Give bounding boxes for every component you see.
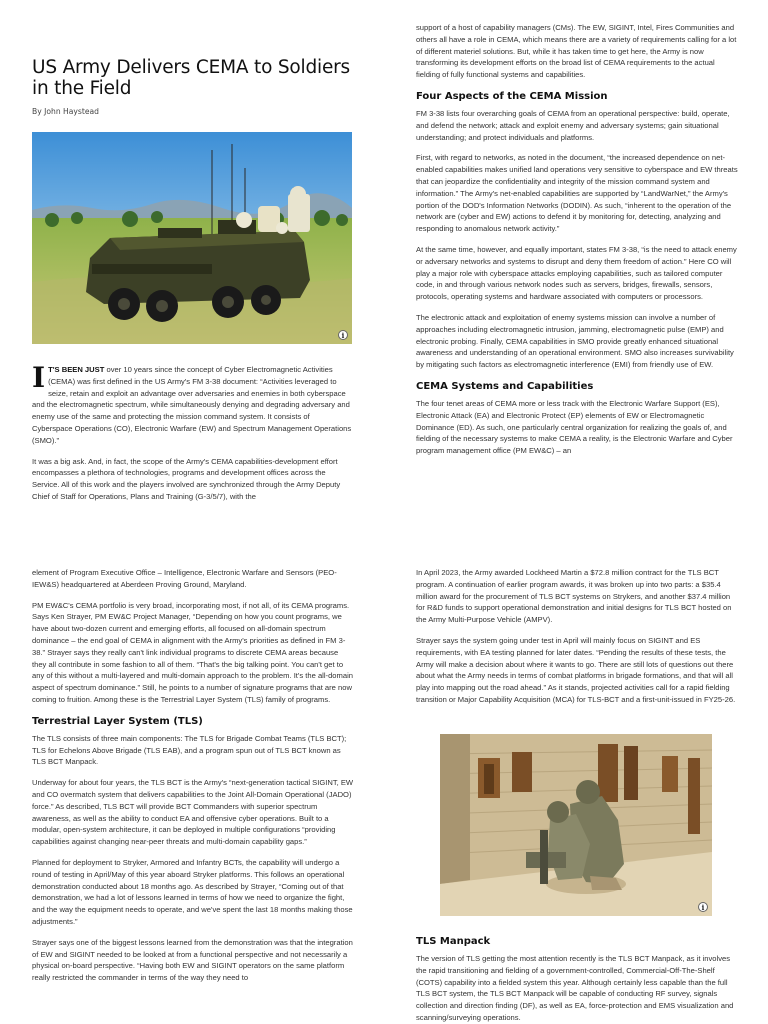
page2-right-body-bottom <box>416 928 738 1024</box>
paragraph: It was a big ask. And, in fact, the scope of the Army's CEMA capabilities-development effort encompasses a plethora of technologies, programs and development offices across the Service. All of this work and the players involved are synchronized through the Army Deputy Chief of Staff for Operations, Plans and Training (G-3/5/7), with the <box>32 456 341 501</box>
article-header <box>32 57 354 116</box>
page2-right-body-top <box>416 567 738 715</box>
info-icon[interactable]: i <box>338 330 348 340</box>
paragraph: The version of TLS getting the most attention recently is the TLS BCT Manpack, as it involves the rapid transitioning and fielding of a government-controlled, Commercial-Off-The-Shelf (COTS) capability into a fielded system this year. Although certainly less capable than the full TLS BCT system, the TLS BCT Manpack will be capable of conducting RF survey, signals collection and direction finding (DF), as well as EA, force-protection and EMS visualization and scanning/surveying operations. <box>416 954 734 1022</box>
byline: By John Haystead <box>32 107 99 116</box>
paragraph: support of a host of capability managers (CMs). The EW, SIGINT, Intel, Fires Communities and others all have a role in CEMA, which means there are a variety of requirements calling for a lot of different materiel solutions. But, while it has taken time to get here, the Army is now transforming its development efforts on the broad list of CEMA requirements to the actual fielding of fully functional systems and capabilities. <box>416 23 737 80</box>
paragraph: Planned for deployment to Stryker, Armored and Infantry BCTs, the capability will undergo a round of testing in April/May of this year aboard Stryker platforms. This follows an operational demonstration conducted about 18 months ago. As described by Strayer, “Coming out of that demonstration, we had a lot of lessons learned in terms of how we need to organize the fight, and the way the equipment needs to operate, and we've spent the last 18 months making those adjustments.” <box>32 857 353 926</box>
page1-left-body <box>32 361 352 512</box>
paragraph: The four tenet areas of CEMA more or less track with the Electronic Warfare Support (ES), Electronic Attack (EA) and Electronic Protect (EP) elements of EW or Electromagnetic Dominance (ED). As such, one particularly central organization for realizing the goals of, and fielding of the necessary systems to make CEMA a reality, is the Electronic Warfare and Cyber program management office (PM EW&C) – an <box>416 398 733 456</box>
paragraph: FM 3-38 lists four overarching goals of CEMA from an operational perspective: build, operate, and defend the network; attack and exploit enemy and adversary systems; gain situational understanding; and protect individuals and platforms. <box>416 108 730 142</box>
section-heading-four-aspects: Four Aspects of the CEMA Mission <box>416 90 608 102</box>
page1-right-body <box>416 22 738 466</box>
paragraph: First, with regard to networks, as noted in the document, “the increased dependence on net-enabled capabilities makes unified land operations very sensitive to cyberspace and EW threats that can jeopardize the confidentiality and integrity of the mission command system and information.” The Army's net-enabled capabilities are supported by “LandWarNet,” the Army's portion of the DOD's Information Networks (DODIN). As such, “inherent to the operation of the network are (cyber and EW) actions to defend it by monitoring for, detecting, analyzing and responding to anomalous network activity.” <box>416 153 738 234</box>
stryker-vehicle-illustration <box>32 132 352 344</box>
paragraph: The TLS consists of three main components: The TLS for Brigade Combat Teams (TLS BCT); TLS for Echelons Above Brigade (TLS EAB), and a program spun out of TLS BCT known as TLS BCT Manpack. <box>32 733 347 767</box>
soldiers-illustration <box>440 734 712 916</box>
paragraph: At the same time, however, and equally important, states FM 3-38, “is the need to attack enemy or adversary networks and systems to disrupt and deny them freedom of action.” Here CO will play a major role with cyberspace attacks employing capabilities, such as tailored computer code, in and through various network nodes such as servers, bridges, firewalls, sensors, protocols, operating systems and hardware associated with computers or processors. <box>416 244 737 302</box>
lead-in: T'S BEEN JUST <box>48 365 105 374</box>
article-title: US Army Delivers CEMA to Soldiers in the Field <box>32 57 350 99</box>
intro-text: over 10 years since the concept of Cyber Electromagnetic Activities (CEMA) was first defined in the US Army's FM 3-38 document: “Activities leveraged to seize, retain and exploit an advantage over adversaries and enemies in both cyberspace and the electromagnetic spectrum, while simultaneously denying and degrading adversary and enemy use of the same and protecting the mission command system. It consists of Cyberspace Operations (CO), Electronic Warfare (EW) and Spectrum Management Operations (SMO).” <box>32 365 352 445</box>
intro-paragraph <box>32 361 352 447</box>
section-heading-cema-systems: CEMA Systems and Capabilities <box>416 380 594 392</box>
paragraph: Underway for about four years, the TLS BCT is the Army's “next-generation tactical SIGINT, EW and CO overmatch system that delivers capabilities to the Joint All-Domain Operational (JADO) force.” As described, TLS BCT will provide BCT Commanders with superior spectrum awareness, as well as the ability to conduct EA and offensive cyber operations. Built to a modular, open-system architecture, it can be deployed in multiple configurations “providing capabilities against changing near-peer threats and multi-domain capability gaps.” <box>32 778 354 847</box>
paragraph: In April 2023, the Army awarded Lockheed Martin a $72.8 million contract for the TLS BCT program. A continuation of earlier program awards, it was broken up into two parts: a $35.4 million award for the procurement of TLS BCT systems on Strykers, and another $37.4 million for R&D funds to support operational demonstration and initial designs for TLS BCT hosted on the Army Multi-Purpose Vehicle (AMPV). <box>416 568 732 625</box>
paragraph: Strayer says one of the biggest lessons learned from the demonstration was that the integration of EW and SIGINT needed to be looked at from a functional perspective and not necessarily a physical on-board perspective. “Having both EW and SIGINT operators on the same platform really restricted the commander in terms of the way they need to <box>32 937 353 983</box>
dropcap: I <box>32 361 46 394</box>
soldiers-photo <box>440 734 712 916</box>
page2-left-body <box>32 567 354 993</box>
info-icon[interactable]: i <box>698 902 708 912</box>
stryker-vehicle-photo <box>32 132 352 344</box>
paragraph: element of Program Executive Office – Intelligence, Electronic Warfare and Sensors (PEO-IEW&S) headquartered at Aberdeen Proving Ground, Maryland. <box>32 568 337 589</box>
paragraph: The electronic attack and exploitation of enemy systems mission can involve a number of approaches including electromagnetic intrusion, jamming, electromagnetic pulse (EMP) and electronic probing. Finally, CEMA capabilities in SMO provide greatly enhanced situational awareness and understanding of an operational environment. SMO also increases survivability by mitigating such factors as electromagnetic interference (EMI) from friendly use of EW. <box>416 312 734 370</box>
paragraph: PM EW&C's CEMA portfolio is very broad, incorporating most, if not all, of its CEMA programs. Says Ken Strayer, PM EW&C Project Manager, “Depending on how you count programs, we have about two-dozen current and emerging efforts, all focused on all-domain spectrum dominance – the end goal of CEMA in alignment with the Army's priorities as defined in FM 3-38.” Strayer says they really can't link individual programs to discrete CEMA areas because they all contribute in some fashion to all of them. “That's the big talking point. You can't get to any of this without a multi-layered and multi-domain approach to the problem. It's the all-domain aspect of spectrum dominance.” Still, he points to a number of signature programs that are now coming to fruition. Among these is the Terrestrial Layer System (TLS) family of programs. <box>32 600 353 704</box>
paragraph: Strayer says the system going under test in April will mainly focus on SIGINT and ES requirements, with EA testing planned for later dates. “Pending the results of these tests, the Army will make a decision about where it wants to go. There are still lots of questions out there about what the Army needs in terms of combat platforms in brigade formations, and that will all play into mapping out the road ahead.” As it stands, projected activities call for a rapid fielding transition or Major Capability Acquisition (MCA) for TLS-BCT and a first-unit-issued in FY25-26. <box>416 635 736 704</box>
section-heading-tls: Terrestrial Layer System (TLS) <box>32 715 203 727</box>
section-heading-tls-manpack: TLS Manpack <box>416 936 491 947</box>
